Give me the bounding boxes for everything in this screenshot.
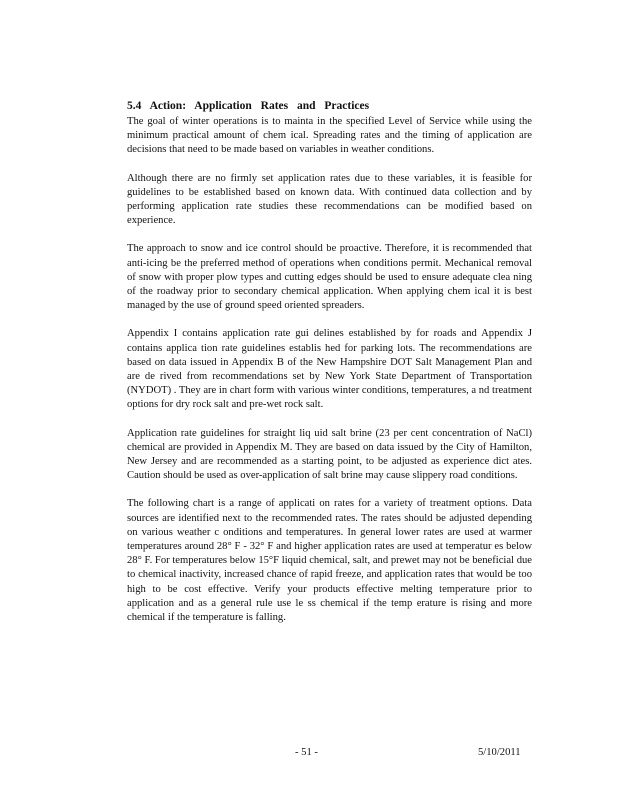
paragraph-chart-range: The following chart is a range of applicati on rates for a variety of treatment options. Data sources are identified next to the recommended rates. The rates should be adjusted depending on various weather c onditions and temperatures. In general lower rates are used at warmer temperatures around 28° F - 32° F and higher application rates are used at temperatur es below 28° F. For temperatures below 15°F liquid chemical, salt, and prewet may not be beneficial due to chemical inactivity, increased chance of rapid freeze, and application rates that would be too high to be cost effective. Verify your products effective melting temperature prior to application and as a general rule use le ss chemical if the temp erature is rising and more chemical if the temperature is falling. (127, 498, 532, 624)
section-heading: 5.4 Action: Application Rates and Practices (127, 100, 370, 112)
paragraph-goal: The goal of winter operations is to mainta in the specified Level of Service while using the minimum practical amount of chem ical. Spreading rates and the timing of application are decisions that need to be made based on variables in weather conditions. (127, 116, 532, 156)
paragraph-guidelines: Although there are no firmly set application rates due to these variables, it is feasible for guidelines to be established based on known data. With continued data collection and by performing application rate studies these recommendations can be modified based on experience. (127, 172, 532, 227)
page-content (127, 99, 532, 639)
page-number: - 51 - (295, 747, 318, 758)
paragraph-brine: Application rate guidelines for straight liq uid salt brine (23 per cent concentration of NaCl) chemical are provided in Appendix M. They are based on data issued by the City of Hamilton, New Jersey and are recommended as a starting point, to be adjusted as experience dict ates. Caution should be used as over-application of salt brine may cause slippery road conditions. (127, 427, 532, 482)
footer-date: 5/10/2011 (478, 747, 521, 758)
paragraph-approach: The approach to snow and ice control should be proactive. Therefore, it is recommended that anti-icing be the preferred method of operations when conditions permit. Mechanical removal of snow with proper plow types and cutting edges should be used to ensure adequate clea ning of the roadway prior to secondary chemical application. When applying chem ical it is best managed by the use of ground speed oriented spreaders. (127, 243, 532, 312)
paragraph-appendix: Appendix I contains application rate gui delines established by for roads and Appendix J contains applica tion rate guidelines establis hed for parking lots. The recommendations are based on data issued in Appendix B of the New Hampshire DOT Salt Management Plan and are de rived from recommendations set by New York State Department of Transportation (NYDOT) . They are in chart form with various winter conditions, temperatures, a nd treatment options for dry rock salt and pre-wet rock salt. (127, 328, 532, 411)
